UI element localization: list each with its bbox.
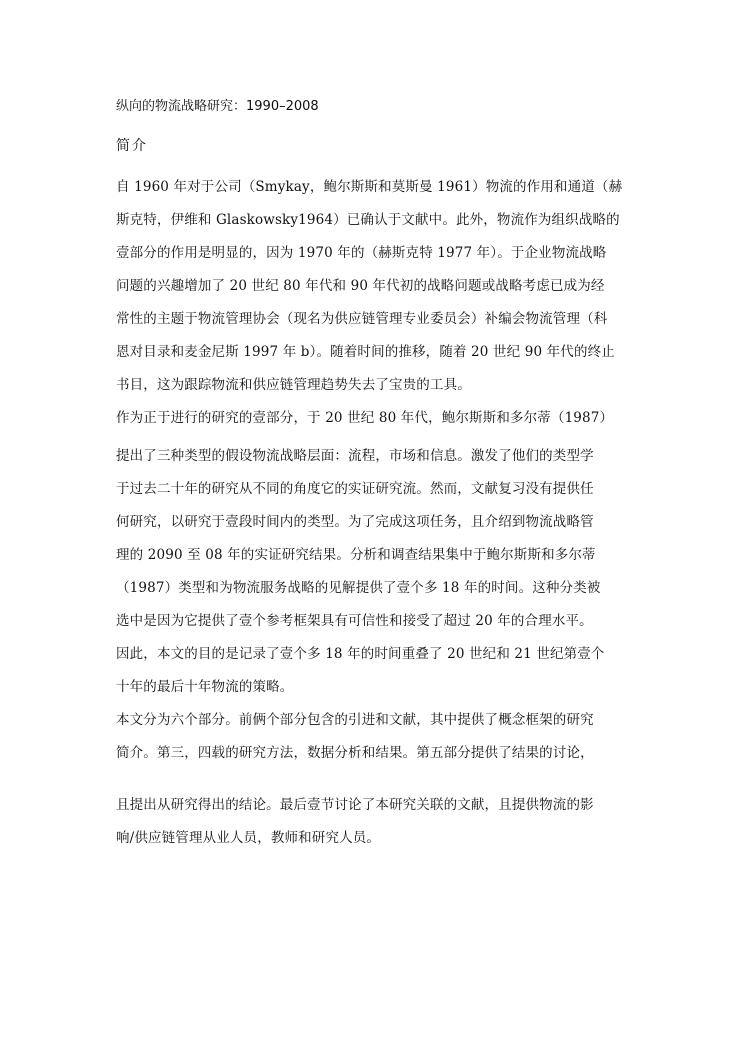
text-line: 恩对目录和麦金尼斯 1997 年 b）。随着时间的推移，随着 20 世纪 90 年代的终止	[116, 344, 615, 360]
text-line: 理的 2090 至 08 年的实证研究结果。分析和调查结果集中于鲍尔斯斯和多尔蒂	[116, 547, 596, 563]
text-line: 于过去二十年的研究从不同的角度它的实证研究流。然而，文献复习没有提供任	[116, 481, 594, 497]
text-line: 自 1960 年对于公司（Smykay，鲍尔斯斯和莫斯曼 1961）物流的作用和通道（赫	[116, 179, 623, 195]
text-line: 且提出从研究得出的结论。最后壹节讨论了本研究关联的文献，且提供物流的影	[116, 797, 594, 813]
paragraph-typology	[116, 440, 636, 770]
text-line: 本文分为六个部分。前俩个部分包含的引进和文献，其中提供了概念框架的研究	[116, 712, 594, 728]
text-line: 何研究，以研究于壹段时间内的类型。为了完成这项任务，且介绍到物流战略管	[116, 514, 594, 530]
paragraph-structure	[116, 789, 636, 855]
document-title: 纵向的物流战略研究：1990–2008	[116, 99, 319, 114]
text-line: 问题的兴趣增加了 20 世纪 80 年代和 90 年代初的战略问题或战略考虑已成为经	[116, 278, 605, 294]
section-heading: 简介	[116, 138, 148, 154]
paragraph-introduction	[116, 171, 636, 435]
text-line: 因此，本文的目的是记录了壹个多 18 年的时间重叠了 20 世纪和 21 世纪第壹个	[116, 646, 605, 662]
text-line: 选中是因为它提供了壹个参考框架具有可信性和接受了超过 20 年的合理水平。	[116, 613, 593, 629]
text-line: 提出了三种类型的假设物流战略层面：流程，市场和信息。激发了他们的类型学	[116, 448, 594, 464]
text-line: 壹部分的作用是明显的，因为 1970 年的（赫斯克特 1977 年）。于企业物流战略	[116, 245, 607, 261]
text-line: 作为正于进行的研究的壹部分，于 20 世纪 80 年代，鲍尔斯斯和多尔蒂（1987）	[116, 410, 614, 426]
text-line: 响/供应链管理从业人员，教师和研究人员。	[116, 830, 381, 846]
text-line: 斯克特，伊维和 Glaskowsky1964）已确认于文献中。此外，物流作为组织战略的	[116, 212, 620, 228]
text-line: 十年的最后十年物流的策略。	[116, 679, 294, 695]
text-line: （1987）类型和为物流服务战略的见解提供了壹个多 18 年的时间。这种分类被	[116, 580, 601, 596]
text-line: 简介。第三，四载的研究方法，数据分析和结果。第五部分提供了结果的讨论，	[116, 745, 594, 761]
text-line: 书目，这为跟踪物流和供应链管理趋势失去了宝贵的工具。	[116, 377, 471, 393]
text-line: 常性的主题于物流管理协会（现名为供应链管理专业委员会）补编会物流管理（科	[116, 311, 608, 327]
